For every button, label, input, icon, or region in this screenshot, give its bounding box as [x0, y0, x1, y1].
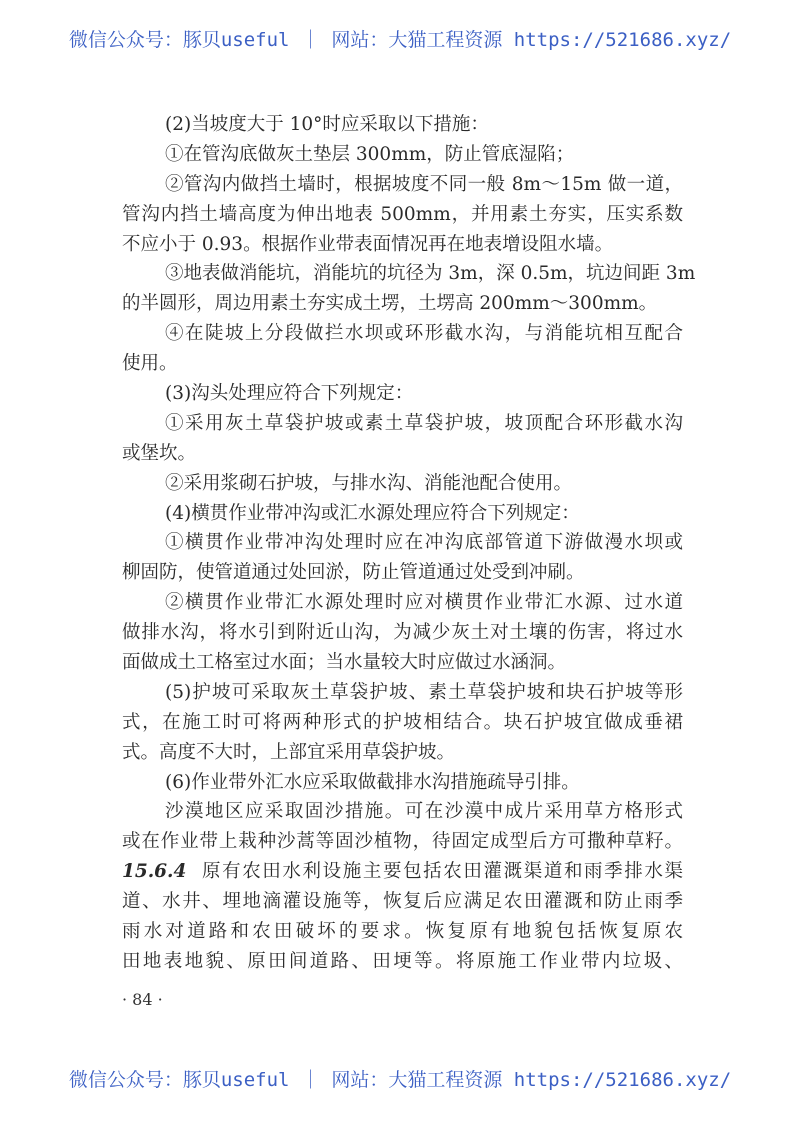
text-line: 使用。: [122, 353, 178, 375]
section-line: 道、水井、埋地滴灌设施等，恢复后应满足农田灌溉和防止雨季: [122, 891, 683, 913]
text-line: ③地表做消能坑，消能坑的坑径为 3m，深 0.5m，坑边间距 3m: [165, 263, 696, 285]
text-line: (2)当坡度大于 10°时应采取以下措施：: [165, 114, 489, 135]
text-line: 式。高度不大时，上部宜采用草袋护坡。: [122, 741, 456, 763]
body-text: [122, 110, 696, 857]
text-line: ①采用灰土草袋护坡或素土草袋护坡，坡顶配合环形截水沟: [165, 412, 683, 434]
text-line: ②采用浆砌石护坡，与排水沟、消能池配合使用。: [165, 472, 573, 494]
section-number: 15.6.4: [122, 861, 187, 883]
text-line: 或在作业带上栽种沙蒿等固沙植物，待固定成型后方可撒种草籽。: [122, 831, 683, 853]
text-line: 做排水沟，将水引到附近山沟，为减少灰土对土壤的伤害，将过水: [122, 622, 683, 644]
text-line: 式，在施工时可将两种形式的护坡相结合。块石护坡宜做成垂裙: [122, 711, 683, 733]
section-line: 雨水对道路和农田破坏的要求。恢复原有地貌包括恢复原农: [122, 921, 683, 943]
text-line: (5)护坡可采取灰土草袋护坡、素土草袋护坡和块石护坡等形: [165, 681, 683, 703]
text-line: 管沟内挡土墙高度为伸出地表 500mm，并用素土夯实，压实系数: [122, 203, 683, 225]
text-line: ②横贯作业带汇水源处理时应对横贯作业带汇水源、过水道: [165, 592, 683, 614]
document-page: [122, 110, 696, 977]
watermark-header: 微信公众号：豚贝useful ｜ 网站：大猫工程资源 https://521686.xyz/: [68, 29, 732, 51]
text-line: 不应小于 0.93。根据作业带表面情况再在地表增设阻水墙。: [122, 233, 614, 255]
text-line: 沙漠地区应采取固沙措施。可在沙漠中成片采用草方格形式: [165, 801, 683, 823]
text-line: 柳固防，使管道通过处回淤，防止管道通过处受到冲刷。: [122, 562, 585, 584]
text-line: (3)沟头处理应符合下列规定：: [165, 383, 414, 405]
text-line: 或堡坎。: [122, 442, 197, 464]
section-line-text: 原有农田水利设施主要包括农田灌溉渠道和雨季排水渠: [200, 861, 683, 883]
watermark-footer: 微信公众号：豚贝useful ｜ 网站：大猫工程资源 https://521686.xyz/: [68, 1069, 732, 1091]
text-line: ④在陡坡上分段做拦水坝或环形截水沟，与消能坑相互配合: [165, 323, 683, 345]
text-line: ①在管沟底做灰土垫层 300mm，防止管底湿陷；: [165, 143, 575, 165]
text-line: ①横贯作业带冲沟处理时应在冲沟底部管道下游做漫水坝或: [165, 532, 683, 554]
section-line: 田地表地貌、原田间道路、田埂等。将原施工作业带内垃圾、: [122, 950, 683, 972]
text-line: 面做成土工格室过水面；当水量较大时应做过水涵洞。: [122, 652, 567, 674]
page-number: · 84 ·: [122, 990, 163, 1009]
text-line: 的半圆形，周边用素土夯实成土塄，土塄高 200mm～300mm。: [122, 293, 658, 315]
text-line: ②管沟内做挡土墙时，根据坡度不同一般 8m～15m 做一道，: [165, 173, 683, 195]
section-15-6-4-line: [122, 857, 683, 887]
text-line: (6)作业带外汇水应采取做截排水沟措施疏导引排。: [165, 771, 580, 793]
text-line: (4)横贯作业带冲沟或汇水源处理应符合下列规定：: [165, 502, 580, 524]
